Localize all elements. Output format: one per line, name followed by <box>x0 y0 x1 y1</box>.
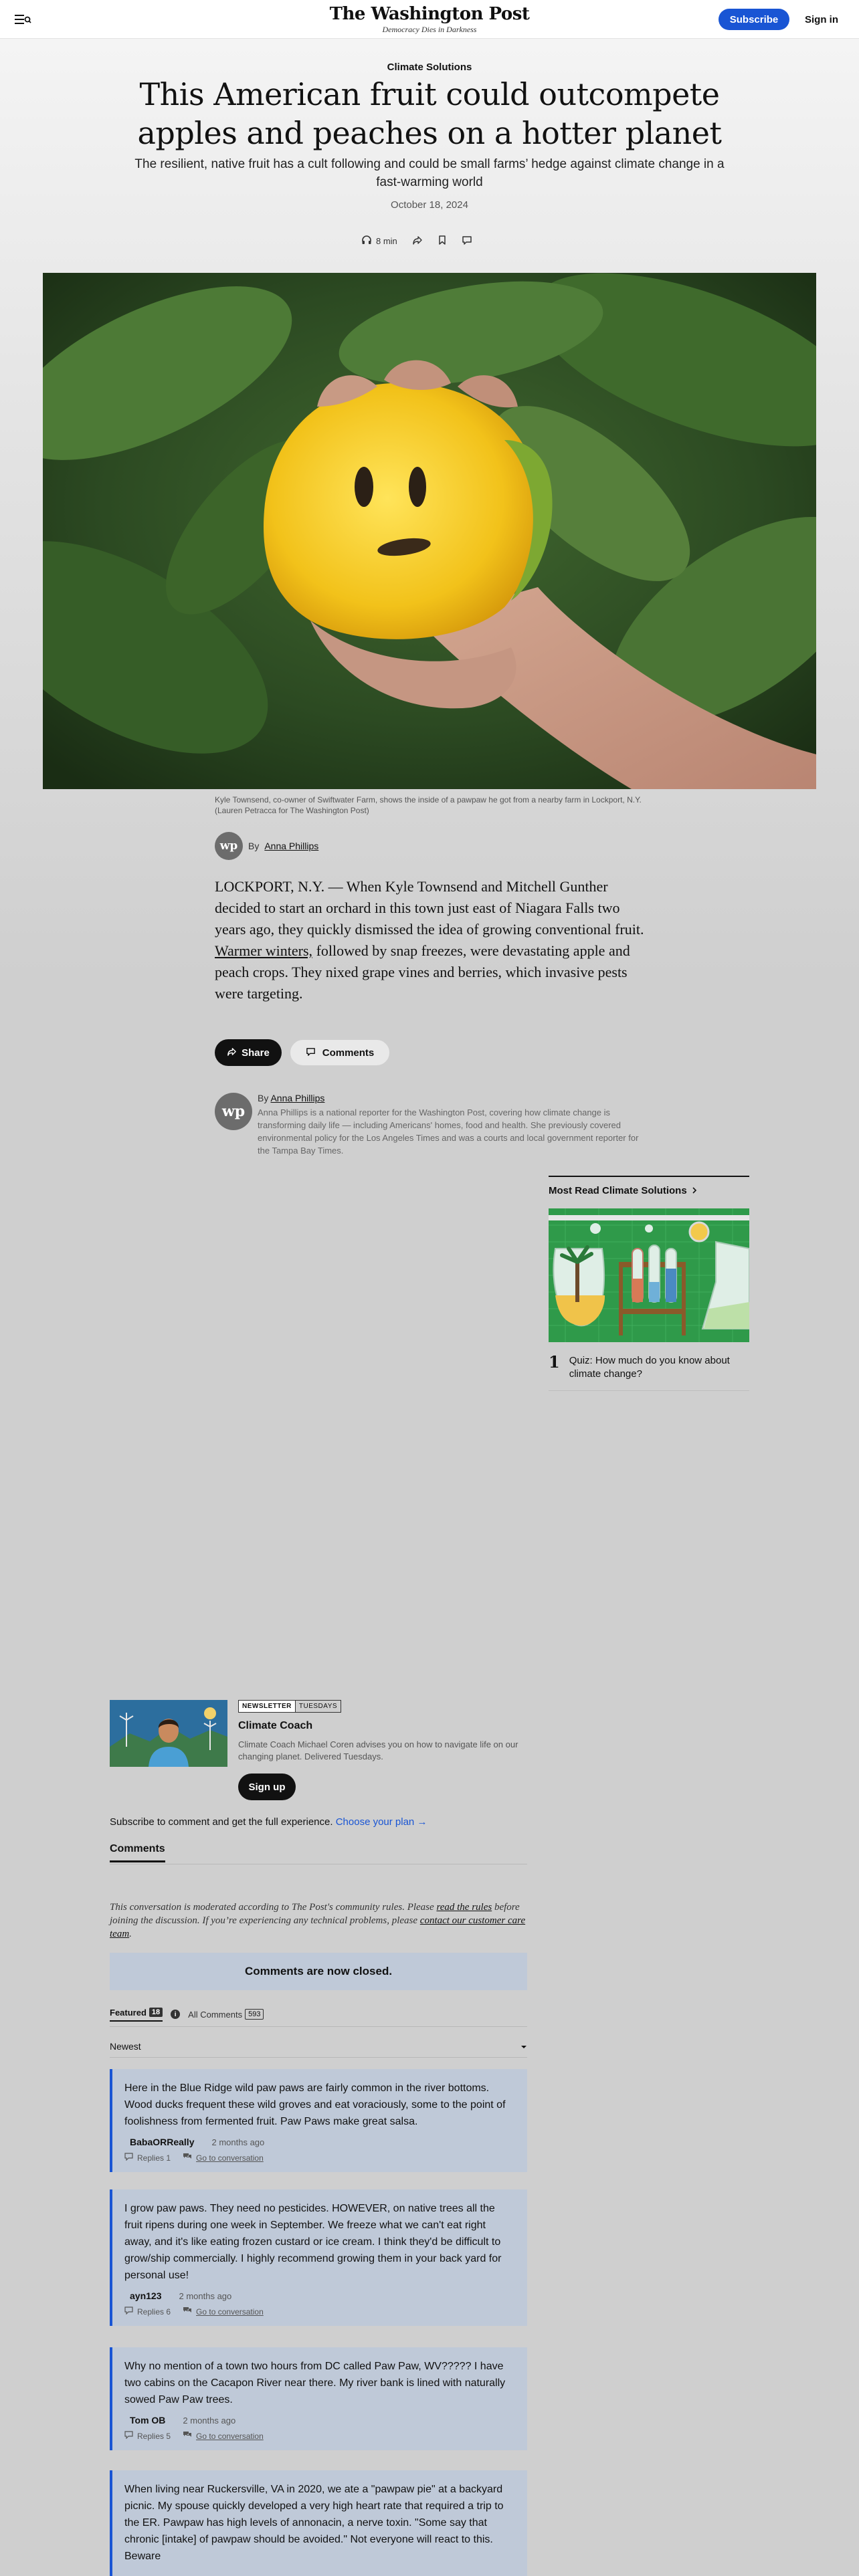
customer-care-link[interactable]: contact our customer care team <box>110 1915 526 1939</box>
moderation-text-3: . <box>129 1929 132 1939</box>
comment-author[interactable]: ayn123 <box>130 2290 162 2301</box>
newsletter-signup-button[interactable]: Sign up <box>238 1774 296 1800</box>
most-read-heading[interactable] <box>549 1185 749 1196</box>
go-to-conversation-link[interactable]: Go to conversation <box>196 2306 264 2317</box>
info-icon[interactable]: i <box>171 2010 180 2019</box>
comment-actions <box>124 2153 515 2163</box>
subscribe-to-comment <box>110 1816 427 1828</box>
photo-caption: Kyle Townsend, co-owner of Swiftwater Farm, shows the inside of a pawpaw he got from a nearby farm in Lockport, N.Y. (Lauren Petracca for The Washington Post) <box>215 795 642 815</box>
article-kicker[interactable]: Climate Solutions <box>387 62 472 73</box>
replies-count: Replies 5 <box>137 2431 171 2441</box>
author-avatar-large: wp <box>215 1093 252 1130</box>
newsletter-frequency: TUESDAYS <box>296 1700 341 1713</box>
choose-plan-link[interactable]: Choose your plan → <box>335 1816 427 1828</box>
most-read-rail <box>549 1176 749 1391</box>
replies-button[interactable] <box>124 2153 171 2163</box>
comment-card <box>110 2189 527 2326</box>
top-navigation-bar <box>0 0 859 39</box>
read-rules-link[interactable]: read the rules <box>436 1902 492 1913</box>
go-to-conversation-link[interactable]: Go to conversation <box>196 2153 264 2163</box>
byline-prefix: By <box>258 1093 269 1103</box>
byline-prefix: By <box>248 841 260 851</box>
go-to-conversation[interactable] <box>183 2306 264 2317</box>
go-to-conversation[interactable] <box>183 2431 264 2441</box>
share-button[interactable] <box>215 1039 282 1066</box>
featured-count: 18 <box>149 2008 163 2017</box>
site-tagline: Democracy Dies in Darkness <box>382 25 477 34</box>
replies-count: Replies 6 <box>137 2306 171 2317</box>
chevron-right-icon <box>691 1185 698 1196</box>
comment-meta <box>124 2137 515 2147</box>
newsletter-tags <box>238 1700 341 1713</box>
share-arrow-icon <box>412 235 423 247</box>
comment-text: Here in the Blue Ridge wild paw paws are fairly common in the river bottoms. Wood ducks frequent these wild groves and eat voraciously, some to the point of foolishness from fermented fruit. Paw Paws make great salsa. <box>124 2082 506 2127</box>
headphones-icon <box>361 235 372 247</box>
share-label: Share <box>242 1047 270 1059</box>
replies-icon <box>124 2306 133 2317</box>
comment-bubble-icon <box>462 235 472 247</box>
replies-button[interactable] <box>124 2431 171 2441</box>
comments-label: Comments <box>322 1047 375 1059</box>
comments-button[interactable] <box>290 1039 390 1066</box>
comment-text: Why no mention of a town two hours from DC called Paw Paw, WV????? I have two cabins on the Cacapon River near there. My river bank is lined with naturally sowed Paw Paw trees. <box>124 2361 506 2405</box>
author-bio-link[interactable]: Anna Phillips <box>270 1093 325 1103</box>
article-body <box>215 876 650 1004</box>
comment-age: 2 months ago <box>179 2290 232 2301</box>
share-arrow-icon <box>227 1047 237 1059</box>
replies-icon <box>124 2153 133 2163</box>
article-subheadline: The resilient, native fruit has a cult following and could be small farms’ hedge against climate change in a fast-warming world <box>134 157 725 189</box>
sort-value: Newest <box>110 2041 141 2052</box>
conversation-icon <box>183 2431 192 2441</box>
comment-card <box>110 2347 527 2450</box>
all-comments-count: 593 <box>245 2009 264 2020</box>
body-text-part-2: followed by snap freezes, were devastating apple and peach crops. They nixed grape vines and berries, which invasive pests were targeting. <box>215 942 630 1002</box>
comment-author[interactable]: BabaORReally <box>130 2137 195 2147</box>
featured-label: Featured <box>110 2007 147 2018</box>
comment-card <box>110 2470 527 2576</box>
all-comments-tab[interactable] <box>188 2009 264 2020</box>
newsletter-promo <box>110 1700 531 1807</box>
comments-closed-banner: Comments are now closed. <box>110 1953 527 1990</box>
save-bookmark-button[interactable] <box>438 235 447 247</box>
replies-count: Replies 1 <box>137 2153 171 2163</box>
most-read-item-title[interactable]: Quiz: How much do you know about climate change? <box>569 1355 730 1380</box>
lead-photo-pawpaw[interactable] <box>43 273 816 789</box>
author-avatar: wp <box>215 832 243 860</box>
article-headline: This American fruit could outcompete apples and peaches on a hotter planet <box>137 76 722 151</box>
newsletter-title: Climate Coach <box>238 1720 313 1731</box>
climate-coach-illustration <box>110 1700 227 1767</box>
moderation-notice <box>110 1901 527 1941</box>
subscribe-to-comment-text: Subscribe to comment and get the full experience. <box>110 1816 333 1828</box>
share-icon-button[interactable] <box>412 235 423 247</box>
comment-meta <box>124 2415 515 2426</box>
warmer-winters-link[interactable]: Warmer winters, <box>215 942 313 959</box>
rail-divider <box>549 1390 749 1391</box>
sort-dropdown[interactable] <box>110 2038 527 2054</box>
byline <box>215 832 318 860</box>
site-logo[interactable]: The Washington Post <box>329 4 530 24</box>
conversation-icon <box>183 2306 192 2317</box>
go-to-conversation[interactable] <box>183 2153 264 2163</box>
newsletter-tag: NEWSLETTER <box>238 1700 296 1713</box>
comment-text: I grow paw paws. They need no pesticides. HOWEVER, on native trees all the fruit ripens during one week in September. We freeze what we can't eat right away, and it's like eating frozen custard or ice cream. I think they'd be difficult to grow/ship commercially. I highly recommend growing them in your back yard for personal use! <box>124 2203 502 2281</box>
featured-comments-tab[interactable] <box>110 2008 163 2022</box>
comment-actions <box>124 2431 515 2441</box>
most-read-rank: 1 <box>549 1352 560 1372</box>
tabs-divider <box>110 2026 527 2027</box>
newsletter-description: Climate Coach Michael Coren advises you on how to navigate life on our changing planet. Delivered Tuesdays. <box>238 1739 518 1761</box>
comment-age: 2 months ago <box>183 2415 236 2426</box>
comment-bubble-icon <box>306 1047 316 1059</box>
listen-button[interactable] <box>361 235 397 247</box>
comment-filter-tabs <box>110 2004 527 2025</box>
comment-actions <box>124 2306 515 2317</box>
publish-date: October 18, 2024 <box>391 199 468 211</box>
sign-in-button[interactable]: Sign in <box>800 9 843 30</box>
comment-author[interactable]: Tom OB <box>130 2415 166 2426</box>
sort-divider <box>110 2057 527 2058</box>
all-comments-label: All Comments <box>188 2009 243 2020</box>
rail-top-rule <box>549 1176 749 1177</box>
comment-age: 2 months ago <box>211 2137 265 2147</box>
conversation-icon <box>183 2153 192 2163</box>
most-read-title: Most Read Climate Solutions <box>549 1185 687 1196</box>
replies-button[interactable] <box>124 2306 171 2317</box>
body-text-part-1: LOCKPORT, N.Y. — When Kyle Townsend and Mitchell Gunther decided to start an orchard in this town just east of Niagara Falls two years ago, they quickly dismissed the idea of growing conventional fruit. <box>215 878 644 938</box>
most-read-item[interactable] <box>549 1354 749 1381</box>
moderation-text-1: This conversation is moderated according to The Post's community rules. Please <box>110 1902 437 1913</box>
bookmark-icon <box>438 235 447 247</box>
moderation-text-2: before joining the discussion. If you’re experiencing any technical problems, please <box>110 1902 520 1926</box>
comments-header <box>110 1843 527 1864</box>
comment-meta <box>124 2290 515 2301</box>
comment-card <box>110 2069 527 2172</box>
replies-icon <box>124 2431 133 2441</box>
quiz-illustration[interactable] <box>549 1208 749 1342</box>
chevron-down-icon <box>520 2041 527 2052</box>
article-toolbar <box>361 231 502 250</box>
comments-icon-button[interactable] <box>462 235 472 247</box>
author-bio-byline <box>258 1093 324 1103</box>
subscribe-button[interactable]: Subscribe <box>719 9 789 30</box>
comment-text: When living near Ruckersville, VA in 2020, we ate a "pawpaw pie" at a backyard picnic. My spouse quickly developed a very high heart rate that required a trip to the ER. Pawpaw has high levels of annonacin, a nerve toxin. "Some say that chronic [intake] of pawpaw should be avoided." Not everyone will react to this. Beware <box>124 2484 504 2562</box>
listen-duration: 8 min <box>376 235 397 246</box>
author-link[interactable]: Anna Phillips <box>264 841 319 851</box>
comments-tab[interactable]: Comments <box>110 1843 165 1862</box>
author-bio-text: Anna Phillips is a national reporter for the Washington Post, covering how climate change is transforming daily life — including Americans' homes, food and health. She previously covered environmental policy for the Los Angeles Times and was a courts and local government reporter for the Tampa Bay Times. <box>258 1107 639 1156</box>
go-to-conversation-link[interactable]: Go to conversation <box>196 2431 264 2441</box>
